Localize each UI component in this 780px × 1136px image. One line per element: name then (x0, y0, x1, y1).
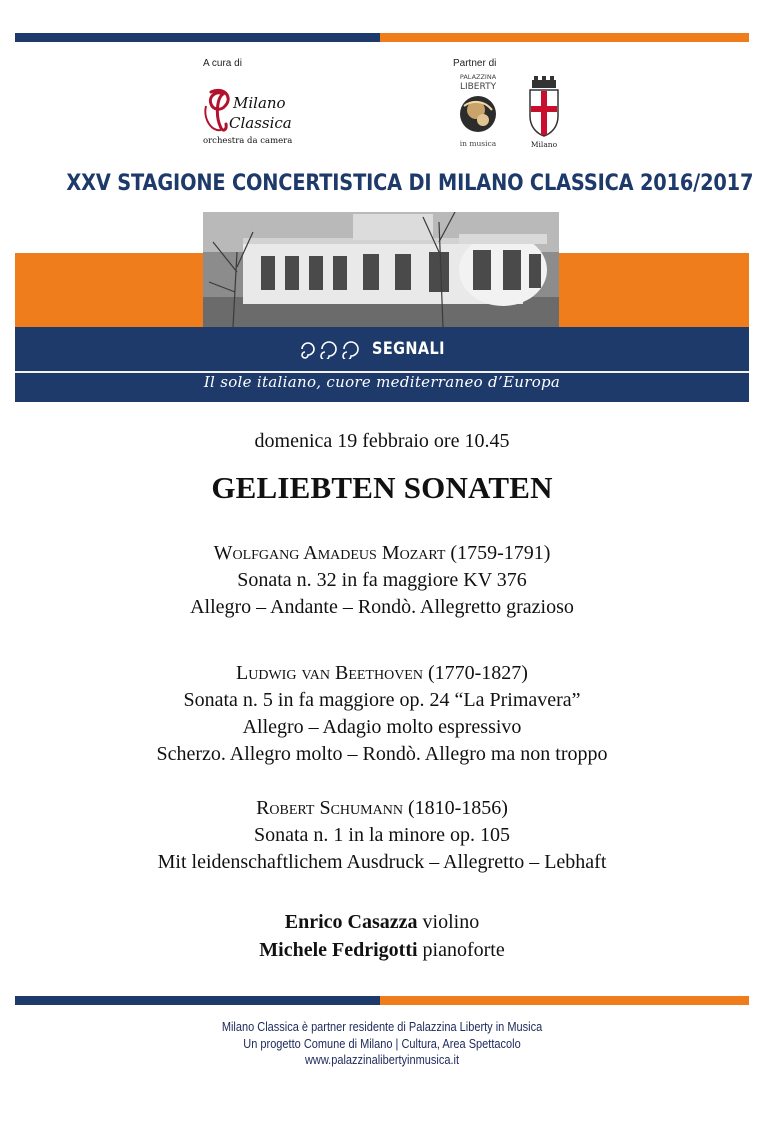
palazzina-logo-line2: LIBERTY (459, 82, 497, 92)
milano-classica-logo-line1: Milano (233, 94, 286, 112)
composer-name: Ludwig van Beethoven (236, 662, 423, 684)
bottom-color-bar (15, 996, 749, 1005)
season-title: XXV STAGIONE CONCERTISTICA DI MILANO CLASSICA 2016/2017 (66, 170, 754, 196)
performer-instrument: pianoforte (422, 939, 505, 961)
performer-name: Michele Fedrigotti (259, 939, 418, 961)
footer-website-link[interactable]: www.palazzinalibertyinmusica.it (304, 1053, 460, 1067)
composer-years: (1759-1791) (450, 542, 551, 564)
series-tagline: Il sole italiano, cuore mediterraneo d’Europa (203, 373, 561, 391)
palazzina-logo-line3: in musica (459, 139, 497, 148)
work-title: Sonata n. 1 in la minore op. 105 (253, 824, 511, 846)
movements-line: Allegro – Adagio molto espressivo (242, 716, 522, 738)
movements-line: Allegro – Andante – Rondò. Allegretto grazioso (190, 596, 574, 618)
composer-years: (1810-1856) (407, 797, 508, 819)
work-title: Sonata n. 5 in fa maggiore op. 24 “La Primavera” (183, 689, 581, 711)
program-item-beethoven (15, 660, 749, 768)
milano-logo-label: Milano (530, 140, 558, 149)
bottom-bar-navy (15, 996, 380, 1005)
movements-line: Scherzo. Allegro molto – Rondò. Allegro ma non troppo (156, 743, 608, 765)
bottom-bar-orange (380, 996, 749, 1005)
partner-label: Partner di (453, 58, 497, 69)
movements-line: Mit leidenschaftlichem Ausdruck – Allegretto – Lebhaft (157, 851, 607, 873)
performer-instrument: violino (422, 911, 480, 933)
acura-label: A cura di (203, 58, 242, 69)
footer-line-partner: Milano Classica è partner residente di Palazzina Liberty in Musica (221, 1020, 543, 1034)
spiral-waves-icon (300, 339, 364, 359)
series-name: SEGNALI (372, 339, 445, 359)
milano-classica-logo-line2: Classica (229, 114, 292, 132)
top-color-bar (15, 33, 749, 42)
composer-name: Robert Schumann (256, 797, 403, 819)
concert-date: domenica 19 febbraio ore 10.45 (254, 430, 510, 452)
program-item-schumann (15, 795, 749, 876)
performer-name: Enrico Casazza (284, 911, 418, 933)
footer-line-project: Un progetto Comune di Milano | Cultura, Area Spettacolo (243, 1036, 521, 1051)
top-bar-navy (15, 33, 380, 42)
performer-violin (15, 908, 749, 936)
performer-piano (15, 936, 749, 964)
concert-title: GELIEBTEN SONATEN (211, 470, 553, 505)
milano-coat-of-arms-logo (524, 74, 564, 152)
performers (15, 908, 749, 964)
program-item-mozart (15, 540, 749, 621)
composer-name: Wolfgang Amadeus Mozart (213, 542, 446, 564)
palazzina-liberty-logo (450, 70, 506, 150)
milano-classica-logo (203, 86, 318, 150)
palazzina-liberty-photo (203, 212, 559, 327)
palazzina-logo-line1: PALAZZINA (459, 73, 497, 81)
work-title: Sonata n. 32 in fa maggiore KV 376 (237, 569, 527, 591)
top-bar-orange (380, 33, 749, 42)
footer (59, 1019, 705, 1069)
segnali-header (300, 336, 458, 362)
composer-years: (1770-1827) (427, 662, 528, 684)
milano-classica-logo-line3: orchestra da camera (203, 136, 293, 146)
